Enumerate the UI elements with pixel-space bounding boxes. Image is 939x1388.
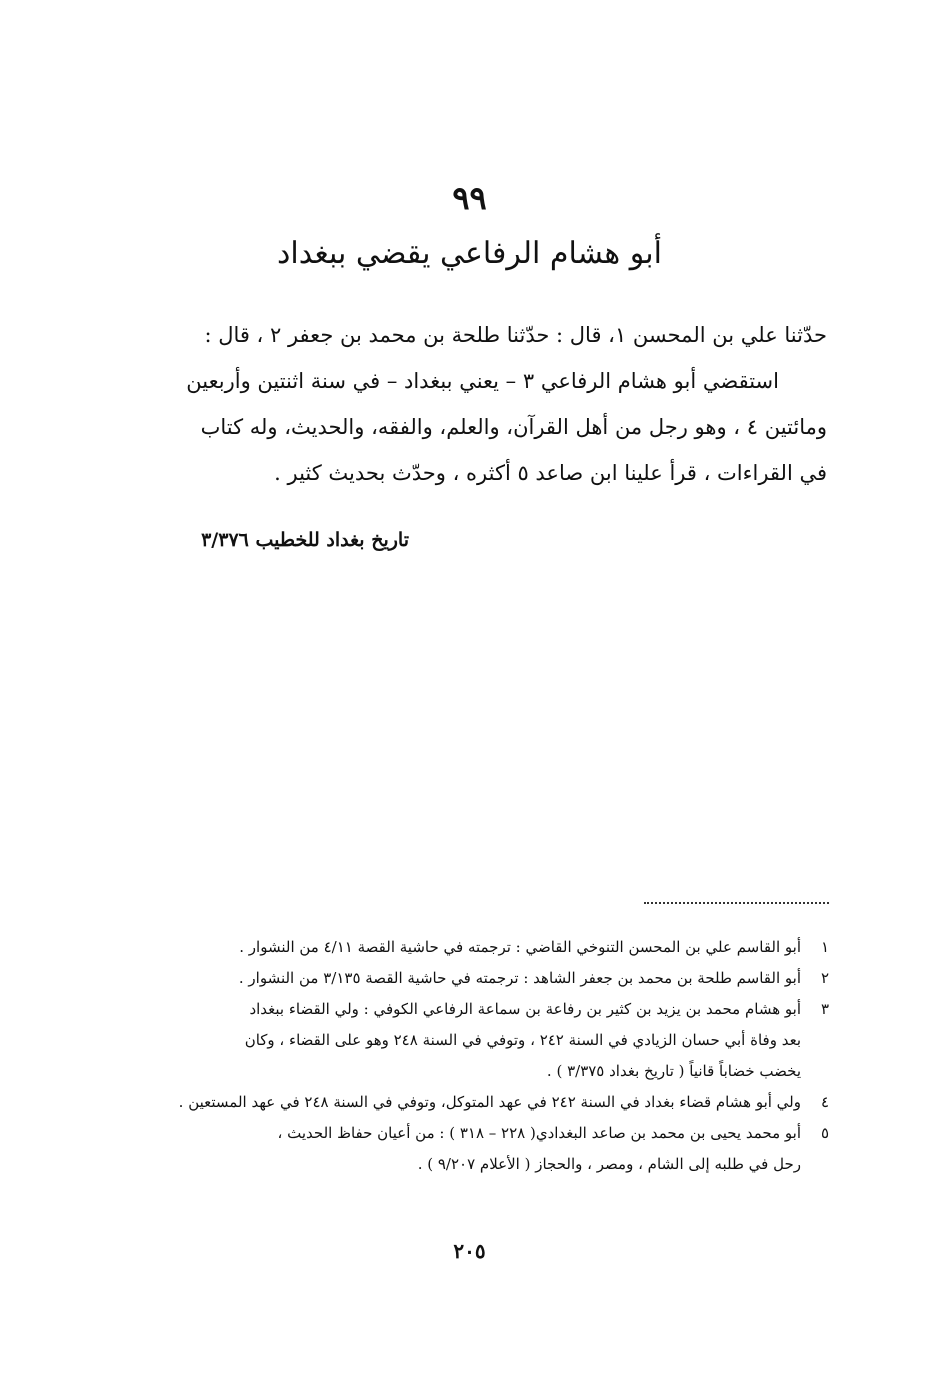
footnote-5 bbox=[109, 1118, 829, 1180]
footnote-divider bbox=[644, 902, 829, 904]
footnote-number: ٥ bbox=[820, 1124, 829, 1142]
footnote-number: ١ bbox=[820, 938, 829, 956]
footnote-4 bbox=[109, 1087, 829, 1118]
footnote-line: ولي أبو هشام قضاء بغداد في السنة ٢٤٢ في عهد المتوكل، وتوفي في السنة ٢٤٨ في عهد المستعين . bbox=[178, 1093, 801, 1111]
footnote-number: ٣ bbox=[820, 1000, 829, 1018]
footnote-line: بعد وفاة أبي حسان الزيادي في السنة ٢٤٢ ، وتوفي في السنة ٢٤٨ وهو على القضاء ، وكان bbox=[244, 1031, 801, 1049]
footnote-line: أبو القاسم علي بن المحسن التنوخي القاضي : ترجمته في حاشية القصة ٤/١١ من النشوار . bbox=[239, 938, 801, 956]
footnote-line: أبو القاسم طلحة بن محمد بن جعفر الشاهد : ترجمته في حاشية القصة ٣/١٣٥ من النشوار . bbox=[238, 969, 801, 987]
footnote-number: ٤ bbox=[820, 1093, 829, 1111]
body-line: استقضي أبو هشام الرفاعي ٣ – يعني ببغداد – في سنة اثنتين وأربعين bbox=[186, 369, 779, 393]
story-title: أبو هشام الرفاعي يقضي ببغداد bbox=[277, 236, 662, 271]
page-number: ٢٠٥ bbox=[453, 1239, 486, 1263]
footnote-line: رحل في طلبه إلى الشام ، ومصر ، والحجاز ( الأعلام ٩/٢٠٧ ) . bbox=[417, 1155, 801, 1173]
body-line: حدّثنا علي بن المحسن ١، قال : حدّثنا طلحة بن محمد بن جعفر ٢ ، قال : bbox=[204, 323, 827, 347]
footnote-3 bbox=[109, 994, 829, 1087]
footnote-1 bbox=[109, 932, 829, 963]
footnotes bbox=[109, 932, 829, 1180]
story-body bbox=[147, 312, 827, 496]
footnote-line: أبو هشام محمد بن يزيد بن كثير بن رفاعة بن سماعة الرفاعي الكوفي : ولي القضاء ببغداد bbox=[249, 1000, 801, 1018]
footnote-2 bbox=[109, 963, 829, 994]
story-number: ٩٩ bbox=[452, 179, 487, 217]
body-line: في القراءات ، قرأ علينا ابن صاعد ٥ أكثره ، وحدّث بحديث كثير . bbox=[274, 461, 827, 485]
source-citation: تاريخ بغداد للخطيب ٣/٣٧٦ bbox=[201, 529, 409, 551]
footnote-number: ٢ bbox=[820, 969, 829, 987]
footnote-line: يخضب خضاباً قانياً ( تاريخ بغداد ٣/٣٧٥ ) . bbox=[546, 1062, 801, 1080]
body-line: ومائتين ٤ ، وهو رجل من أهل القرآن، والعلم، والفقه، والحديث، وله كتاب bbox=[200, 415, 827, 439]
footnote-line: أبو محمد يحيى بن محمد بن صاعد البغدادي( ٢٢٨ – ٣١٨ ) : من أعيان حفاظ الحديث ، bbox=[277, 1124, 801, 1142]
